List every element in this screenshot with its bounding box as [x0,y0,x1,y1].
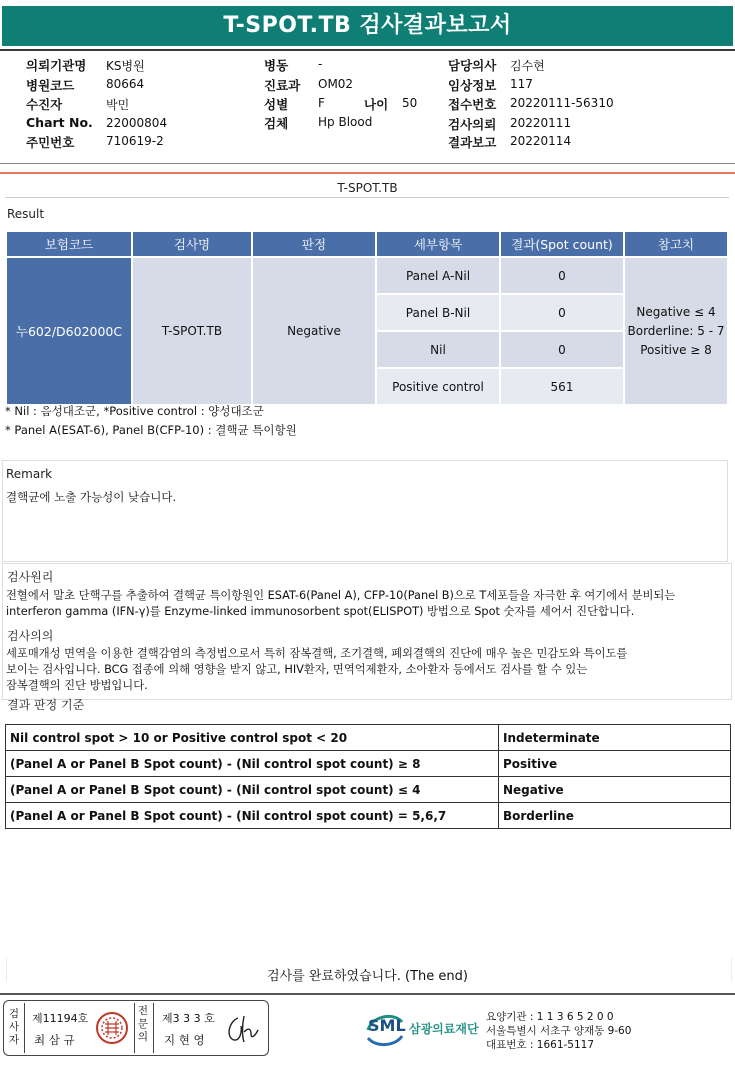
doctor-label: 담당의사 [448,58,497,73]
receipt-no-value: 20220111-56310 [510,96,614,110]
value-panel-b: 0 [500,294,624,331]
org-name: 삼광의료재단 [409,1022,479,1036]
ward-label: 병동 [264,58,289,73]
principle-text [6,588,732,620]
chart-no-label: Chart No. [26,115,93,130]
sig-divider [134,1003,135,1053]
doctor-value: 김수현 [510,59,545,73]
note-nil: * Nil : 음성대조군, *Positive control : 양성대조군 [5,404,264,418]
principle-line-1: 전혈에서 말초 단핵구를 추출하여 결핵균 특이항원인 ESAT-6(Panel A), CFP-10(Panel B)으로 T세포들을 자극한 후 여기에서 분비되는 [6,589,676,602]
specialist-label: 전문의 [137,1005,149,1043]
principle-label: 검사원리 [7,570,54,584]
footer-divider [0,993,735,995]
criteria-result: Negative [499,777,731,803]
hospital-code-label: 병원코드 [26,78,75,93]
age-label: 나이 [364,97,389,112]
table-row [6,777,731,803]
inspector-license: 제11194호 [32,1012,89,1025]
th-test-name: 검사명 [132,231,252,257]
department-value: OM02 [318,77,354,91]
patient-label: 수진자 [26,97,63,112]
result-label: Result [7,207,45,221]
judgement: Negative [252,257,376,405]
criteria-condition: Nil control spot > 10 or Positive control spot < 20 [6,725,499,751]
result-table [5,230,729,406]
criteria-result: Indeterminate [499,725,731,751]
result-table-header [6,231,728,257]
significance-line-2: 보이는 검사입니다. BCG 접종에 의해 영향을 받지 않고, HIV환자, 면역억제환자, 소아환자 등에서도 검사를 할 수 있는 [6,663,588,676]
department-label: 진료과 [264,78,301,93]
receipt-no-label: 접수번호 [448,97,497,112]
sig-divider [153,1003,154,1053]
criteria-result: Borderline [499,803,731,829]
criteria-condition: (Panel A or Panel B Spot count) - (Nil control spot count) = 5,6,7 [6,803,499,829]
patient-value: 박민 [106,98,130,112]
test-name: T-SPOT.TB [132,257,252,405]
remark-label: Remark [6,467,53,481]
th-item: 세부항목 [376,231,500,257]
table-row [6,751,731,777]
age-value: 50 [402,96,418,110]
org-address: 서울특별시 서초구 양재동 9-60 [486,1025,632,1037]
item-panel-a: Panel A-Nil [376,257,500,294]
inspector-label: 검사자 [8,1008,20,1046]
insurance-code: 누602/D602000C [6,257,132,405]
value-nil: 0 [500,331,624,368]
ref-negative: Negative ≤ 4 [636,304,716,319]
item-panel-b: Panel B-Nil [376,294,500,331]
header-divider-top [0,49,735,51]
table-row [6,725,731,751]
hospital-code-value: 80664 [106,77,145,91]
org-phone: 대표번호 : 1661-5117 [486,1039,595,1051]
hospital-name-value: KS병원 [106,59,145,73]
specimen-label: 검체 [264,116,289,131]
item-nil: Nil [376,331,500,368]
sex-value: F [318,96,325,110]
signature-icon [224,1012,262,1046]
report-date-value: 20220114 [510,134,572,148]
seal-stamp-icon [94,1010,130,1046]
hospital-name-label: 의뢰기관명 [26,58,87,73]
significance-line-1: 세포매개성 면역을 이용한 결핵감염의 측정법으로서 특히 잠복결핵, 조기결핵, 폐외결핵의 진단에 매우 높은 민감도와 특이도를 [6,647,628,660]
resident-no-value: 710619-2 [106,134,164,148]
significance-line-3: 잠복결핵의 진단 방법입니다. [6,679,148,692]
ref-borderline: Borderline: 5 - 7 [627,323,725,338]
sex-label: 성별 [264,97,289,112]
th-reference: 참고치 [624,231,728,257]
table-row [6,803,731,829]
remark-text: 결핵균에 노출 가능성이 낮습니다. [6,490,177,504]
sig-divider [24,1003,25,1053]
th-result: 결과(Spot count) [500,231,624,257]
ward-value: - [318,57,323,71]
table-row [6,257,728,294]
end-text: 검사를 완료하였습니다. (The end) [267,969,468,984]
inspector-name: 최 삼 규 [34,1033,75,1047]
note-panels: * Panel A(ESAT-6), Panel B(CFP-10) : 결핵균 특이항원 [5,423,297,437]
report-date-label: 결과보고 [448,135,497,150]
item-positive-control: Positive control [376,368,500,405]
criteria-condition: (Panel A or Panel B Spot count) - (Nil control spot count) ≥ 8 [6,751,499,777]
specimen-value: Hp Blood [318,115,373,129]
ref-positive: Positive ≥ 8 [640,342,712,357]
th-judgement: 판정 [252,231,376,257]
logo-text: SML [368,1016,406,1035]
reference-range [624,257,728,405]
value-panel-a: 0 [500,257,624,294]
header-divider-bottom [0,163,735,164]
resident-no-label: 주민번호 [26,135,75,150]
specialist-license: 제3 3 3 호 [162,1012,215,1025]
th-code: 보험코드 [6,231,132,257]
request-date-value: 20220111 [510,116,572,130]
request-date-label: 검사의뢰 [448,117,497,132]
criteria-result: Positive [499,751,731,777]
criteria-label: 결과 판정 기준 [7,698,85,712]
section-heading: T-SPOT.TB [337,181,398,195]
org-code: 요양기관 : 1 1 3 6 5 2 0 0 [486,1011,614,1023]
significance-text [6,646,627,694]
criteria-table [5,724,731,829]
remark-box [2,460,728,562]
chart-no-value: 22000804 [106,116,168,130]
report-title: T-SPOT.TB 검사결과보고서 [2,6,733,46]
accent-divider [0,172,735,174]
clinical-info-label: 임상정보 [448,78,497,93]
principle-line-2: interferon gamma (IFN-γ)를 Enzyme-linked immunosorbent spot(ELISPOT) 방법으로 Spot 숫자를 세어서 진단합니다. [6,605,635,618]
section-divider [5,197,729,198]
criteria-condition: (Panel A or Panel B Spot count) - (Nil control spot count) ≤ 4 [6,777,499,803]
clinical-info-value: 117 [510,77,533,91]
significance-label: 검사의의 [7,629,54,643]
value-positive-control: 561 [500,368,624,405]
specialist-name: 지 현 영 [164,1033,205,1047]
